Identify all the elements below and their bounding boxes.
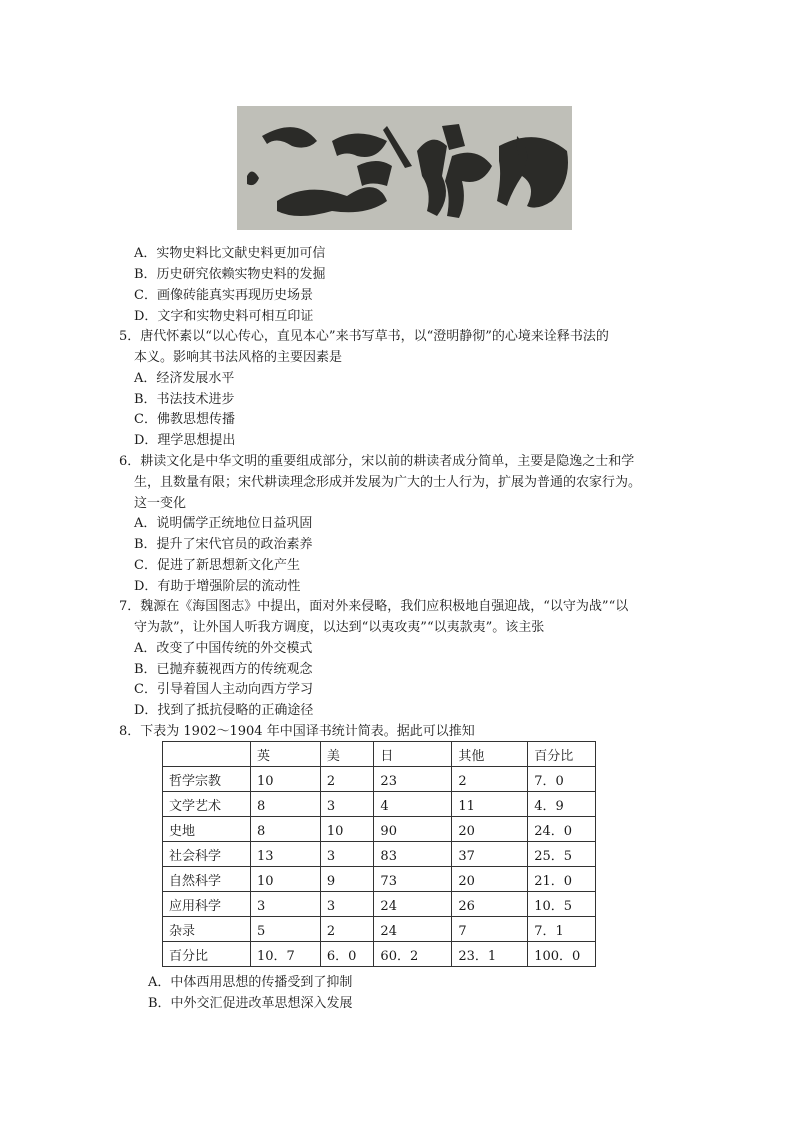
table-cell: 百分比 <box>163 942 251 967</box>
table-cell: 2 <box>320 767 374 792</box>
table-header-row <box>163 742 596 767</box>
q7-option-c: C．引导着国人主动向西方学习 <box>134 682 313 697</box>
table-cell: 10．5 <box>528 892 596 917</box>
table-cell: 73 <box>374 867 452 892</box>
q6-stem-line-2: 生，且数量有限；宋代耕读理念形成并发展为广大的士人行为，扩展为普通的农家行为。 <box>134 475 642 490</box>
table-cell: 10 <box>320 817 374 842</box>
table-cell: 3 <box>320 842 374 867</box>
table-cell: 6．0 <box>320 942 374 967</box>
table-header-cell: 美 <box>320 742 374 767</box>
table-cell: 24．0 <box>528 817 596 842</box>
translation-stats-table <box>162 741 596 967</box>
table-cell: 3 <box>320 792 374 817</box>
table-cell: 文学艺术 <box>163 792 251 817</box>
table-header-cell: 英 <box>251 742 321 767</box>
table-cell: 23．1 <box>452 942 528 967</box>
q7-option-b: B．已抛弃藐视西方的传统观念 <box>134 662 313 677</box>
table-cell: 应用科学 <box>163 892 251 917</box>
table-cell: 自然科学 <box>163 867 251 892</box>
q4-option-d: D．文字和实物史料可相互印证 <box>134 309 314 324</box>
table-cell: 7．0 <box>528 767 596 792</box>
table-cell: 2 <box>452 767 528 792</box>
q8-option-a: A．中体西用思想的传播受到了抑制 <box>148 975 353 990</box>
q7-stem-line-2: 守为款”，让外国人听我方调度，以达到“以夷攻夷”“以夷款夷”。该主张 <box>134 620 545 635</box>
q5-option-b: B．书法技术进步 <box>134 392 235 407</box>
q8-option-b: B．中外交汇促进改革思想深入发展 <box>148 996 353 1011</box>
table-cell: 2 <box>320 917 374 942</box>
rubbing-image <box>237 106 572 230</box>
q5-stem-line-2: 本义。影响其书法风格的主要因素是 <box>134 350 343 365</box>
table-row <box>163 792 596 817</box>
q4-option-a: A．实物史料比文献史料更加可信 <box>134 246 326 261</box>
q4-option-b: B．历史研究依赖实物史料的发掘 <box>134 267 326 282</box>
table-cell: 60．2 <box>374 942 452 967</box>
table-row <box>163 917 596 942</box>
table-cell: 11 <box>452 792 528 817</box>
q6-option-b: B．提升了宋代官员的政治素养 <box>134 537 313 552</box>
q6-option-d: D．有助于增强阶层的流动性 <box>134 579 301 594</box>
table-cell: 20 <box>452 817 528 842</box>
table-cell: 83 <box>374 842 452 867</box>
table-cell: 10．7 <box>251 942 321 967</box>
q6-option-a: A．说明儒学正统地位日益巩固 <box>134 516 313 531</box>
table-cell: 37 <box>452 842 528 867</box>
q7-option-d: D．找到了抵抗侵略的正确途径 <box>134 703 314 718</box>
q8-stem: 8．下表为 1902～1904 年中国译书统计简表。据此可以推知 <box>119 724 475 739</box>
table-cell: 26 <box>452 892 528 917</box>
table-cell: 25．5 <box>528 842 596 867</box>
table-cell: 9 <box>320 867 374 892</box>
table-cell: 100．0 <box>528 942 596 967</box>
table-row <box>163 867 596 892</box>
table-cell: 24 <box>374 892 452 917</box>
q5-stem-line-1: 5．唐代怀素以“以心传心，直见本心”来书写草书，以“澄明静彻”的心境来诠释书法的 <box>119 329 609 344</box>
q6-option-c: C．促进了新思想新文化产生 <box>134 558 300 573</box>
table-cell: 史地 <box>163 817 251 842</box>
table-header-cell: 日 <box>374 742 452 767</box>
table-cell: 20 <box>452 867 528 892</box>
table-cell: 7．1 <box>528 917 596 942</box>
table-cell: 8 <box>251 817 321 842</box>
table-header-cell: 百分比 <box>528 742 596 767</box>
table-cell: 杂录 <box>163 917 251 942</box>
table-cell: 4．9 <box>528 792 596 817</box>
q5-option-d: D．理学思想提出 <box>134 433 236 448</box>
table-row <box>163 892 596 917</box>
table-cell: 5 <box>251 917 321 942</box>
table-cell: 21．0 <box>528 867 596 892</box>
q7-stem-line-1: 7．魏源在《海国图志》中提出，面对外来侵略，我们应积极地自强迎战，“以守为战”“以 <box>119 599 629 614</box>
table-cell: 3 <box>251 892 321 917</box>
table-cell: 24 <box>374 917 452 942</box>
table-row <box>163 842 596 867</box>
table-row <box>163 767 596 792</box>
table-cell: 23 <box>374 767 452 792</box>
table-cell: 10 <box>251 767 321 792</box>
table-cell: 4 <box>374 792 452 817</box>
table-cell: 7 <box>452 917 528 942</box>
table-row <box>163 942 596 967</box>
q5-option-a: A．经济发展水平 <box>134 371 235 386</box>
table-cell: 13 <box>251 842 321 867</box>
table-cell: 哲学宗教 <box>163 767 251 792</box>
table-cell: 90 <box>374 817 452 842</box>
table-cell: 10 <box>251 867 321 892</box>
table-header-cell: 其他 <box>452 742 528 767</box>
q7-option-a: A．改变了中国传统的外交模式 <box>134 641 313 656</box>
q6-stem-line-1: 6．耕读文化是中华文明的重要组成部分，宋以前的耕读者成分简单，主要是隐逸之士和学 <box>119 454 635 469</box>
table-header-cell <box>163 742 251 767</box>
table-cell: 3 <box>320 892 374 917</box>
table-row <box>163 817 596 842</box>
q6-stem-line-3: 这一变化 <box>134 496 187 511</box>
table-cell: 社会科学 <box>163 842 251 867</box>
q4-option-c: C．画像砖能真实再现历史场景 <box>134 288 313 303</box>
q5-option-c: C．佛教思想传播 <box>134 412 235 427</box>
table-cell: 8 <box>251 792 321 817</box>
